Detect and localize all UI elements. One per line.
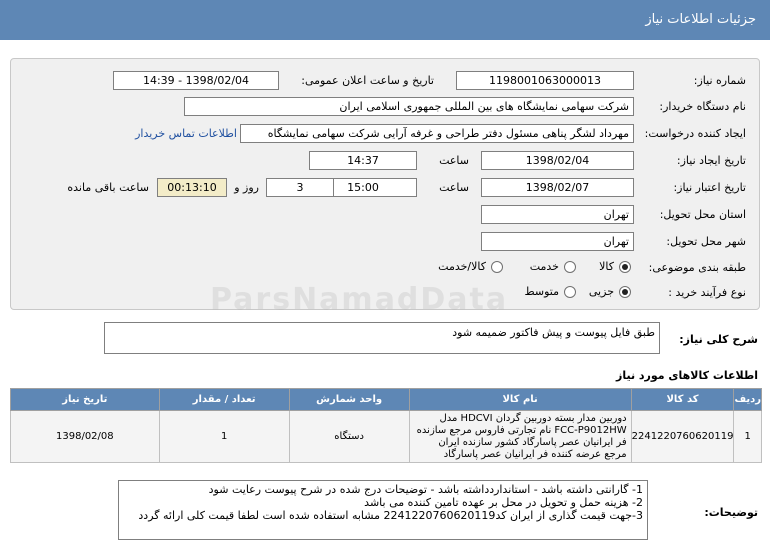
contact-buyer-link[interactable]: اطلاعات تماس خریدار [135,127,237,140]
need-details-panel [10,58,760,310]
category-label: طبقه بندی موضوعی: [648,261,746,274]
page-header [0,0,770,40]
category-option-goods: کالا [599,260,614,273]
days-label: روز و [234,181,259,194]
validity-time-label: ساعت [439,181,469,194]
description-field[interactable]: طبق فایل پیوست و پیش فاکتور ضمیمه شود [104,322,660,354]
requester-field[interactable]: مهرداد لشگر پناهی مسئول دفتر طراحی و غرفه آرایی شرکت سهامی نمایشگاه [240,124,634,143]
city-label: شهر محل تحویل: [666,235,746,248]
category-radio-goods[interactable] [619,261,631,273]
validity-time-field[interactable]: 15:00 [309,178,417,197]
buyer-field[interactable]: شرکت سهامی نمایشگاه های بین المللی جمهوری اسلامی ایران [184,97,634,116]
announce-label: تاریخ و ساعت اعلان عمومی: [301,74,434,87]
validity-date-field[interactable]: 1398/02/07 [481,178,634,197]
province-label: استان محل تحویل: [659,208,746,221]
process-radio-medium[interactable] [564,286,576,298]
created-time-label: ساعت [439,154,469,167]
requester-label: ایجاد کننده درخواست: [644,127,746,140]
created-date-field[interactable]: 1398/02/04 [481,151,634,170]
notes-line: 3-جهت قیمت گذاری از ایران کد2241220760620119 مشابه استفاده شده است لطفا قیمت کلی ارائه گردد [138,509,643,522]
cell-row: 1 [734,411,762,463]
description-label: شرح کلی نیاز: [679,333,758,346]
validity-date-label: تاریخ اعتبار نیاز: [673,181,746,194]
category-option-goods-service: کالا/خدمت [438,260,486,273]
created-date-label: تاریخ ایجاد نیاز: [676,154,746,167]
notes-line: 2- هزینه حمل و تحویل در محل بر عهده تامین کننده می باشد [364,496,643,509]
category-radio-goods-service[interactable] [491,261,503,273]
cell-name: دوربین مدار بسته دوربین گردان HDCVI مدل FCC-P9012HW نام تجارتی فاروس مرجع سازنده فر ایرانیان عصر پاسارگاد کشور سازنده ایران مرجع عرضه کننده فر ایرانیان عصر پاسارگاد [409,411,631,463]
cell-qty: 1 [159,411,289,463]
goods-table [10,388,762,463]
process-radio-minor[interactable] [619,286,631,298]
need-number-label: شماره نیاز: [693,74,746,87]
process-option-minor: جزیی [588,285,614,298]
cell-date: 1398/02/08 [11,411,160,463]
cell-unit: دستگاه [289,411,409,463]
need-number-field[interactable]: 1198001063000013 [456,71,634,90]
col-code: کد کالا [631,389,734,411]
notes-label: توضیحات: [704,506,758,519]
goods-section-title: اطلاعات کالاهای مورد نیاز [616,369,758,382]
category-option-service: خدمت [529,260,559,273]
page-title: جزئیات اطلاعات نیاز [645,12,756,27]
days-field[interactable]: 3 [266,178,334,197]
col-unit: واحد شمارش [289,389,409,411]
created-time-field[interactable]: 14:37 [309,151,417,170]
remaining-time-label: ساعت باقی مانده [67,181,149,194]
table-row[interactable] [11,411,762,463]
category-radio-service[interactable] [564,261,576,273]
buyer-label: نام دستگاه خریدار: [659,100,746,113]
remaining-time-field: 00:13:10 [157,178,227,197]
watermark: ParsNamadData [210,282,509,317]
process-option-medium: متوسط [524,285,559,298]
process-label: نوع فرآیند خرید : [668,286,746,299]
notes-field[interactable] [118,480,648,540]
cell-code: 2241220760620119 [631,411,734,463]
col-qty: تعداد / مقدار [159,389,289,411]
col-date: تاریخ نیاز [11,389,160,411]
city-field[interactable]: تهران [481,232,634,251]
notes-line: 1- گارانتی داشته باشد - استانداردداشته باشد - توضیحات درج شده در شرح پیوست رعایت شود [208,483,643,496]
province-field[interactable]: تهران [481,205,634,224]
goods-table-header [11,389,762,411]
col-name: نام کالا [409,389,631,411]
col-row: ردیف [734,389,762,411]
announce-field[interactable]: 1398/02/04 - 14:39 [113,71,279,90]
